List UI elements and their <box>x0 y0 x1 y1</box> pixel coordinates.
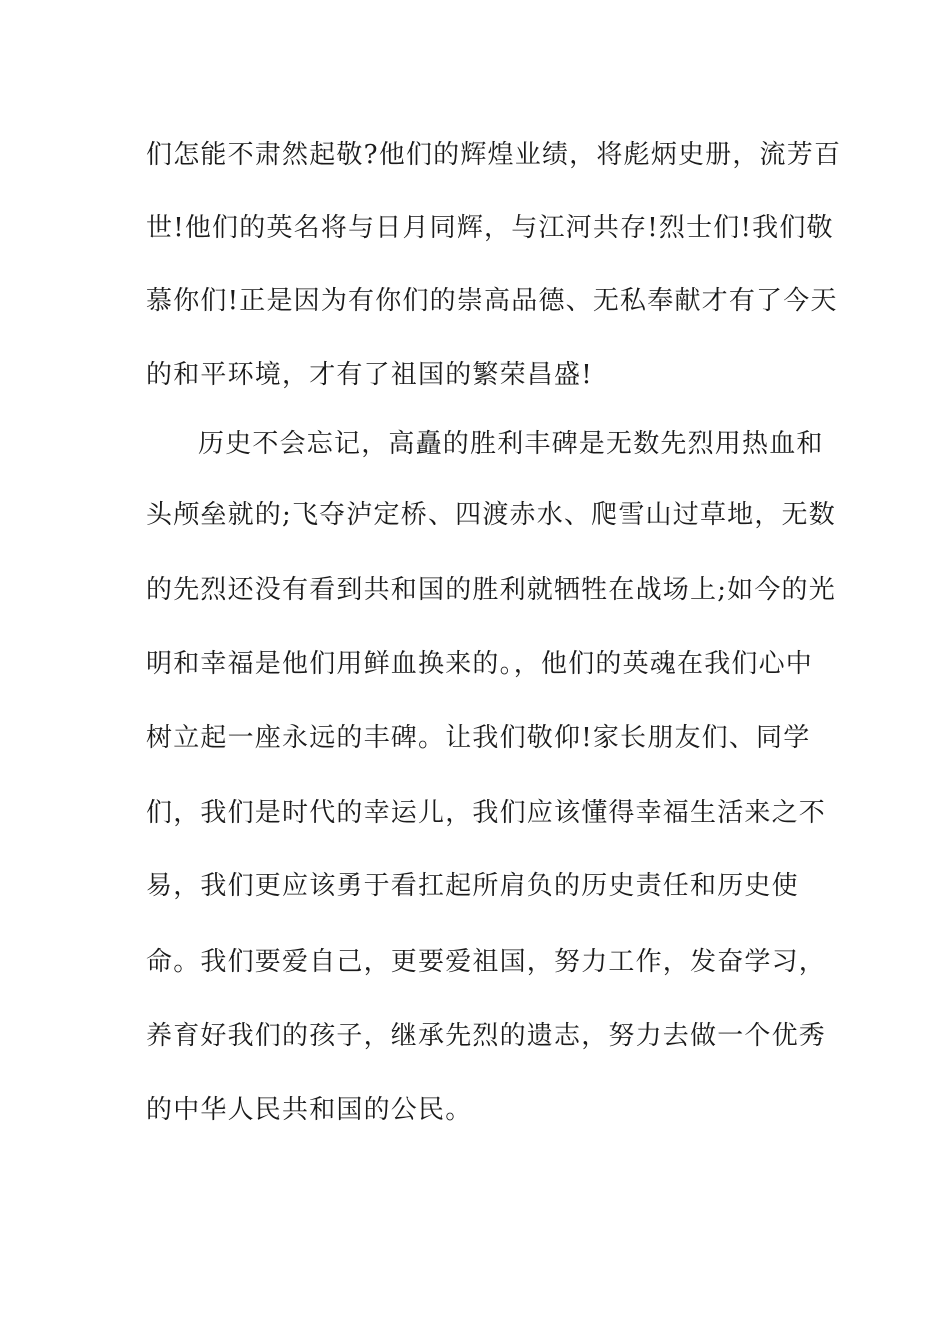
paragraph-2-line-10: 的中华人民共和国的公民。 <box>146 1095 473 1125</box>
paragraph-2-line-6: 们，我们是时代的幸运儿，我们应该懂得幸福生活来之不 <box>146 798 827 828</box>
paragraph-2-line-2: 头颅垒就的;飞夺泸定桥、四渡赤水、爬雪山过草地，无数 <box>146 500 836 530</box>
paragraph-2-line-7: 易，我们更应该勇于看扛起所肩负的历史责任和历史使 <box>146 871 799 901</box>
paragraph-2-line-9: 养育好我们的孩子，继承先烈的遗志，努力去做一个优秀 <box>146 1021 827 1051</box>
paragraph-2-line-4: 明和幸福是他们用鲜血换来的。，他们的英魂在我们心中 <box>146 649 814 679</box>
paragraph-2-line-1: 历史不会忘记，高矗的胜利丰碑是无数先烈用热血和 <box>198 429 824 459</box>
paragraph-2-line-8: 命。我们要爱自己，更要爱祖国，努力工作，发奋学习， <box>146 947 827 977</box>
paragraph-1-line-2: 世!他们的英名将与日月同辉，与江河共存!烈士们!我们敬 <box>146 213 834 243</box>
paragraph-1-line-3: 慕你们!正是因为有你们的崇高品德、无私奉献才有了今天 <box>146 286 838 316</box>
paragraph-2-line-5: 树立起一座永远的丰碑。让我们敬仰!家长朋友们、同学 <box>146 723 811 753</box>
paragraph-1-line-1: 们怎能不肃然起敬?他们的辉煌业绩，将彪炳史册，流芳百 <box>146 140 842 170</box>
paragraph-2-line-3: 的先烈还没有看到共和国的胜利就牺牲在战场上;如今的光 <box>146 575 836 605</box>
paragraph-1-line-4: 的和平环境，才有了祖国的繁荣昌盛! <box>146 360 593 390</box>
